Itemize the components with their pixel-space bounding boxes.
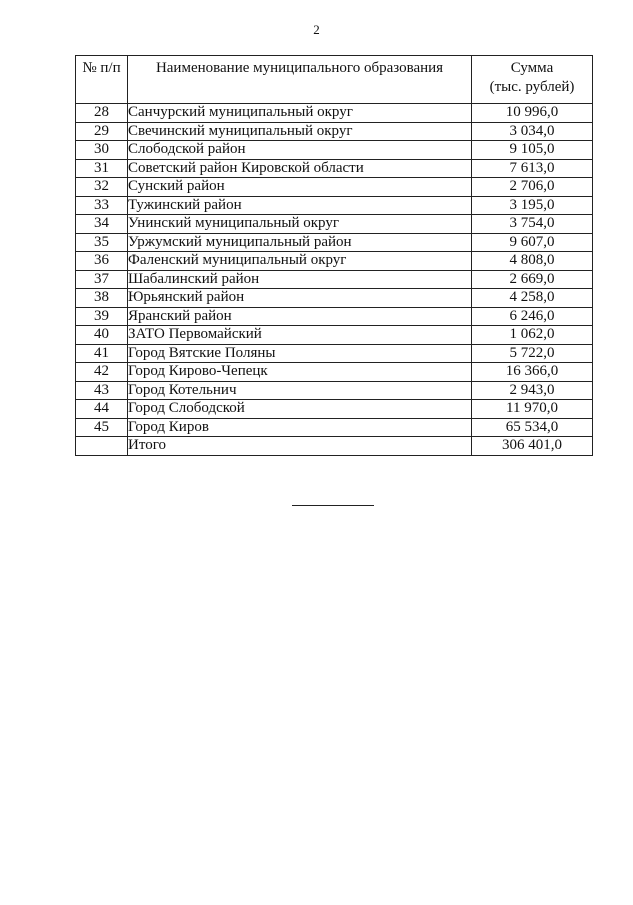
header-number: № п/п <box>76 56 128 104</box>
table-row <box>76 418 593 437</box>
row-municipality-name: Город Слободской <box>128 400 472 419</box>
row-sum: 2 669,0 <box>472 270 593 289</box>
table-row <box>76 289 593 308</box>
table-row <box>76 400 593 419</box>
row-sum: 6 246,0 <box>472 307 593 326</box>
row-number: 45 <box>76 418 128 437</box>
row-number: 35 <box>76 233 128 252</box>
row-number: 41 <box>76 344 128 363</box>
row-municipality-name: Унинский муниципальный округ <box>128 215 472 234</box>
table-row <box>76 307 593 326</box>
row-sum: 11 970,0 <box>472 400 593 419</box>
row-sum: 5 722,0 <box>472 344 593 363</box>
row-municipality-name: Сунский район <box>128 178 472 197</box>
row-sum: 4 258,0 <box>472 289 593 308</box>
header-sum-unit: (тыс. рублей) <box>489 79 575 95</box>
row-number: 40 <box>76 326 128 345</box>
row-number: 28 <box>76 104 128 123</box>
row-municipality-name: Яранский район <box>128 307 472 326</box>
table-row <box>76 141 593 160</box>
header-name: Наименование муниципального образования <box>128 56 472 104</box>
row-sum: 9 105,0 <box>472 141 593 160</box>
row-municipality-name: ЗАТО Первомайский <box>128 326 472 345</box>
row-sum: 16 366,0 <box>472 363 593 382</box>
row-municipality-name: Шабалинский район <box>128 270 472 289</box>
row-number: 42 <box>76 363 128 382</box>
row-municipality-name: Юрьянский район <box>128 289 472 308</box>
row-number: 37 <box>76 270 128 289</box>
row-number: 29 <box>76 122 128 141</box>
row-number: 30 <box>76 141 128 160</box>
header-sum <box>472 56 593 104</box>
table-row <box>76 196 593 215</box>
header-row <box>76 56 593 104</box>
table-body <box>76 104 593 456</box>
row-sum: 1 062,0 <box>472 326 593 345</box>
row-sum: 10 996,0 <box>472 104 593 123</box>
header-sum-title: Сумма <box>510 60 554 76</box>
total-row <box>76 437 593 456</box>
row-number: 33 <box>76 196 128 215</box>
table-row <box>76 252 593 271</box>
table-row <box>76 215 593 234</box>
row-municipality-name: Город Киров <box>128 418 472 437</box>
row-number: 34 <box>76 215 128 234</box>
row-sum: 3 195,0 <box>472 196 593 215</box>
row-sum: 3 034,0 <box>472 122 593 141</box>
row-sum: 7 613,0 <box>472 159 593 178</box>
row-sum: 3 754,0 <box>472 215 593 234</box>
table-row <box>76 122 593 141</box>
row-municipality-name: Город Кирово-Чепецк <box>128 363 472 382</box>
row-number: 39 <box>76 307 128 326</box>
signature-line <box>292 505 374 506</box>
row-municipality-name: Фаленский муниципальный округ <box>128 252 472 271</box>
table-row <box>76 270 593 289</box>
table-row <box>76 178 593 197</box>
table-row <box>76 326 593 345</box>
table-row <box>76 159 593 178</box>
row-number: 38 <box>76 289 128 308</box>
table-header <box>76 56 593 104</box>
row-sum: 2 943,0 <box>472 381 593 400</box>
row-municipality-name: Свечинский муниципальный округ <box>128 122 472 141</box>
total-sum: 306 401,0 <box>472 437 593 456</box>
row-sum: 2 706,0 <box>472 178 593 197</box>
table-row <box>76 381 593 400</box>
row-municipality-name: Тужинский район <box>128 196 472 215</box>
municipal-sum-table <box>75 55 593 456</box>
table-row <box>76 104 593 123</box>
table-row <box>76 363 593 382</box>
row-municipality-name: Советский район Кировской области <box>128 159 472 178</box>
row-municipality-name: Санчурский муниципальный округ <box>128 104 472 123</box>
row-sum: 9 607,0 <box>472 233 593 252</box>
total-number-empty <box>76 437 128 456</box>
row-municipality-name: Уржумский муниципальный район <box>128 233 472 252</box>
row-sum: 65 534,0 <box>472 418 593 437</box>
row-number: 44 <box>76 400 128 419</box>
table-row <box>76 344 593 363</box>
row-sum: 4 808,0 <box>472 252 593 271</box>
row-number: 31 <box>76 159 128 178</box>
row-municipality-name: Слободской район <box>128 141 472 160</box>
row-number: 36 <box>76 252 128 271</box>
row-number: 43 <box>76 381 128 400</box>
table-row <box>76 233 593 252</box>
row-number: 32 <box>76 178 128 197</box>
row-municipality-name: Город Котельнич <box>128 381 472 400</box>
page-number: 2 <box>313 22 320 37</box>
row-municipality-name: Город Вятские Поляны <box>128 344 472 363</box>
total-label: Итого <box>128 437 472 456</box>
